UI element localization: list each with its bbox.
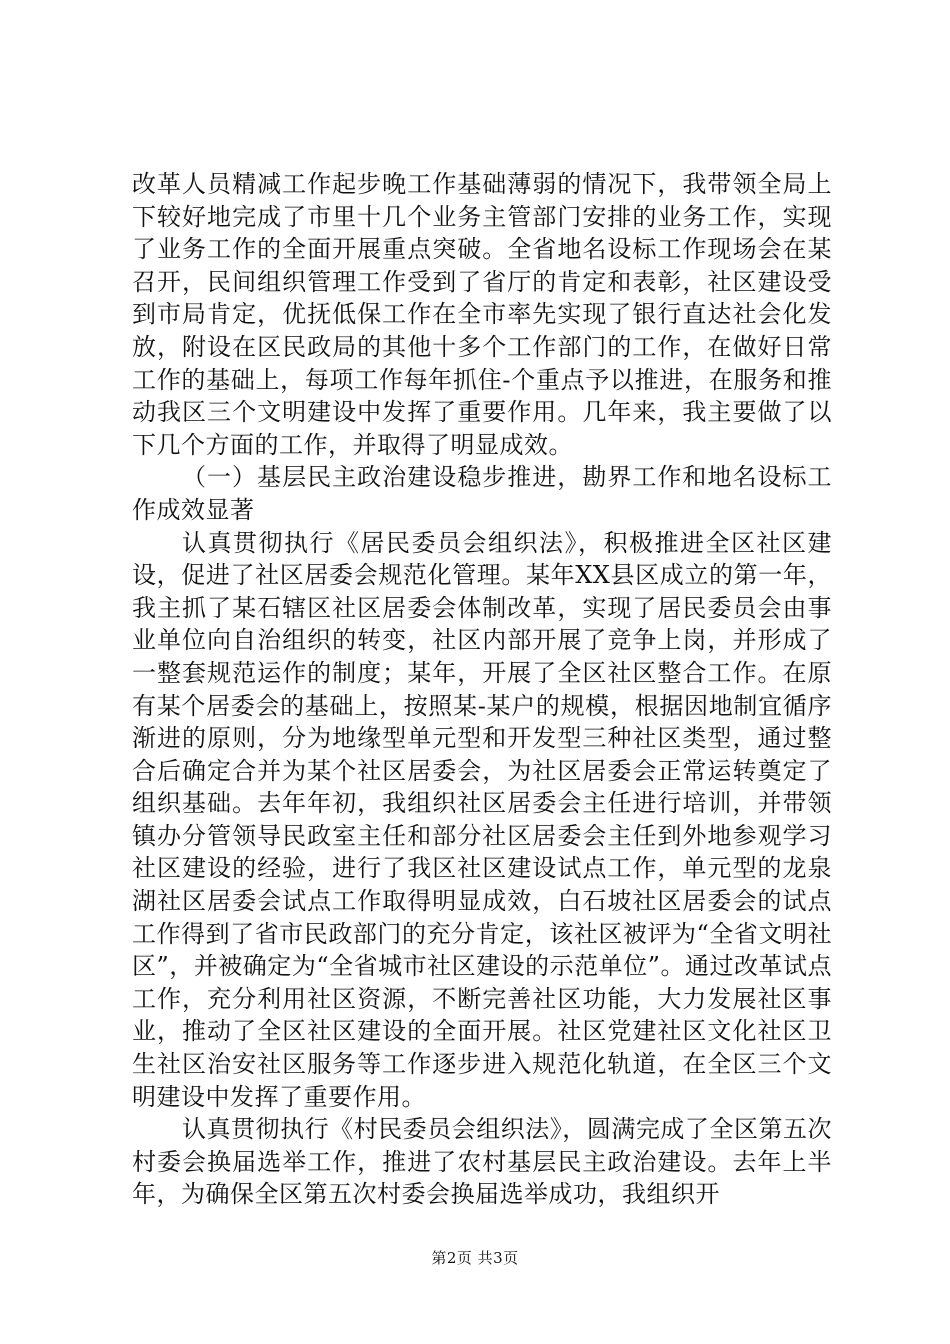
document-body — [132, 168, 832, 1211]
paragraph-1: 改革人员精减工作起步晚工作基础薄弱的情况下，我带领全局上下较好地完成了市里十几个业务主管部门安排的业务工作，实现了业务工作的全面开展重点突破。全省地名设标工作现场会在某召开，民间组织管理工作受到了省厅的肯定和表彰，社区建设受到市局肯定，优抚低保工作在全市率先实现了银行直达社会化发放，附设在区民政局的其他十多个工作部门的工作，在做好日常工作的基础上，每项工作每年抓住-个重点予以推进，在服务和推动我区三个文明建设中发挥了重要作用。几年来，我主要做了以下几个方面的工作，并取得了明显成效。 — [132, 170, 832, 459]
paragraph-2: 认真贯彻执行《居民委员会组织法》，积极推进全区社区建设，促进了社区居委会规范化管理。某年XX县区成立的第一年，我主抓了某石辖区社区居委会体制改革，实现了居民委员会由事业单位向自治组织的转变，社区内部开展了竞争上岗，并形成了一整套规范运作的制度；某年，开展了全区社区整合工作。在原有某个居委会的基础上，按照某-某户的规模，根据因地制宜循序渐进的原则，分为地缘型单元型和开发型三种社区类型，通过整合后确定合并为某个社区居委会，为社区居委会正常运转奠定了组织基础。去年年初，我组织社区居委会主任进行培训，并带领镇办分管领导民政室主任和部分社区居委会主任到外地参观学习社区建设的经验，进行了我区社区建设试点工作，单元型的龙泉湖社区居委会试点工作取得明显成效，白石坡社区居委会的试点工作得到了省市民政部门的充分肯定，该社区被评为“全省文明社区”，并被确定为“全省城市社区建设的示范单位”。通过改革试点工作，充分利用社区资源，不断完善社区功能，大力发展社区事业，推动了全区社区建设的全面开展。社区党建社区文化社区卫生社区治安社区服务等工作逐步进入规范化轨道，在全区三个文明建设中发挥了重要作用。 — [132, 528, 832, 1111]
page-number-footer: 第2页 共3页 — [431, 1249, 519, 1267]
section-heading: （一）基层民主政治建设稳步推进，勘界工作和地名设标工作成效显著 — [132, 463, 832, 524]
paragraph-3: 认真贯彻执行《村民委员会组织法》，圆满完成了全区第五次村委会换届选举工作，推进了农村基层民主政治建设。去年上半年，为确保全区第五次村委会换届选举成功，我组织开 — [132, 1115, 832, 1209]
